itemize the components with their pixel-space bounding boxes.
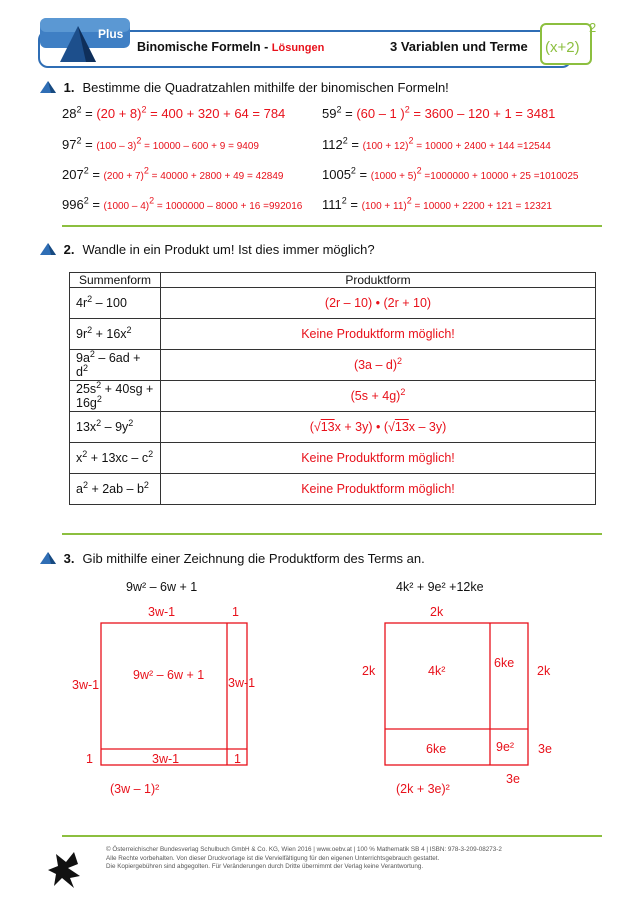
header-summenform: Summenform: [70, 273, 161, 288]
sum-cell: $x^2 + 13xc - c^2$: [70, 443, 161, 474]
table-header-row: [70, 273, 596, 288]
svg-text:(x+2): (x+2): [545, 39, 580, 56]
right-strip-label: 6ke: [494, 656, 515, 670]
table-row: [70, 288, 596, 319]
left-result: (3w – 1)²: [110, 782, 160, 796]
right-bottom-side-label: 3e: [538, 742, 552, 756]
table-row: [70, 474, 596, 505]
left-side-label: 3w-1: [72, 678, 100, 692]
left-top-right-label: 1: [232, 605, 239, 619]
right-inner-label: 4k²: [428, 664, 446, 678]
equation-right-0: $59^2 = (60 - 1$ )$^2$ = 3600 – 120 + 1 = 3481: [322, 104, 556, 121]
plus-logo: [40, 18, 130, 64]
triangle-icon: [40, 243, 56, 255]
svg-text:Plus: Plus: [98, 27, 124, 41]
equation-right-2: $1005^2 = (1000 + 5)^2 =1000000 + 10000 + 25 =1010025$: [322, 165, 579, 182]
product-cell: (3a – d)$^2$: [161, 350, 596, 381]
product-cell: (2r – 10) • (2r + 10): [161, 288, 596, 319]
equation-left-0: $28^2 = (20 + 8)^2 = 400 + 320 + 64 = 784$: [62, 104, 286, 121]
sum-cell: $25s^2 + 40sg + 16g^2$: [70, 381, 161, 412]
product-cell: Keine Produktform möglich!: [161, 319, 596, 350]
sum-cell: $9r^2 + 16x^2$: [70, 319, 161, 350]
separator-1: [62, 225, 602, 227]
equation-left-3: $996^2 = (1000 - 4)^2 = 1000000 - 8000 + 16 =992016$: [62, 195, 303, 212]
left-bottom-label: 3w-1: [152, 752, 180, 766]
left-bottom-side-label: 1: [86, 752, 93, 766]
product-cell: Keine Produktform möglich!: [161, 474, 596, 505]
chapter-title: 3 Variablen und Terme: [390, 39, 528, 54]
worksheet-subtitle: Lösungen: [271, 42, 325, 54]
sum-cell: $4r^2 - 100$: [70, 288, 161, 319]
product-cell: $(5s + 4g)^2$: [161, 381, 596, 412]
footer-text: [106, 846, 606, 872]
left-strip-label: 3w-1: [228, 676, 256, 690]
right-top-label: 2k: [430, 605, 444, 619]
left-top-label: 3w-1: [148, 605, 176, 619]
triangle-icon: [40, 552, 56, 564]
left-inner-label: 9w² – 6w + 1: [133, 668, 205, 682]
table-row: [70, 381, 596, 412]
table-row: [70, 412, 596, 443]
right-under-label: 3e: [506, 772, 520, 786]
worksheet-title: Binomische Formeln - Lösungen: [137, 40, 325, 54]
footer-line-1: © Österreichischer Bundesverlag Schulbuch GmbH & Co. KG, Wien 2016 | www.oebv.at | 100 % Mathematik SB 4 | ISBN: 978-3-209-08273-2: [106, 846, 502, 853]
sum-cell: $9a^2 - 6ad + d^2$: [70, 350, 161, 381]
right-result: (2k + 3e)²: [396, 782, 450, 796]
table-row: [70, 319, 596, 350]
left-corner-label: 1: [234, 752, 241, 766]
product-cell: (√13x + 3y) • (√13x – 3y): [161, 412, 596, 443]
table-row: [70, 443, 596, 474]
publisher-logo: [46, 850, 84, 890]
right-bottom-label: 6ke: [426, 742, 447, 756]
right-corner-label: 9e²: [496, 740, 515, 754]
header-produktform: Produktform: [161, 273, 596, 288]
table-row: [70, 350, 596, 381]
formula-badge: [537, 18, 601, 66]
equation-right-1: $112^2 = (100 + 12)^2 = 10000 + 2400 + 144 =12544$: [322, 135, 551, 152]
sum-cell: $13x^2 - 9y^2$: [70, 412, 161, 443]
separator-3: [62, 835, 602, 837]
task2-heading: 2. Wandle in ein Produkt um! Ist dies immer möglich?: [40, 242, 375, 257]
task1-heading: 1. Bestimme die Quadratzahlen mithilfe der binomischen Formeln!: [40, 80, 449, 95]
svg-text:2: 2: [589, 20, 597, 35]
triangle-icon: [40, 81, 56, 93]
left-square-diagram: [100, 620, 250, 770]
footer-line-2: Alle Rechte vorbehalten. Von dieser Druckvorlage ist die Vervielfältigung für den eigenen Unterrichtsgebrauch gestattet.: [106, 854, 440, 862]
sum-cell: $a^2 + 2ab - b^2$: [70, 474, 161, 505]
left-term: 9w² – 6w + 1: [126, 580, 198, 594]
right-term: 4k² + 9e² +12ke: [396, 580, 484, 594]
equation-left-2: $207^2 = (200 + 7)^2 = 40000 + 2800 + 49 = 42849$: [62, 165, 284, 182]
right-left-side-label: 2k: [362, 664, 376, 678]
equation-left-1: $97^2 = (100 - 3)^2 = 10000 - 600 + 9 = 9409$: [62, 135, 259, 152]
right-right-side-label: 2k: [537, 664, 551, 678]
separator-2: [62, 533, 602, 535]
task3-heading: 3. Gib mithilfe einer Zeichnung die Produktform des Terms an.: [40, 551, 425, 566]
footer-line-3: Die Kopiergebühren sind abgegolten. Für Veränderungen durch Dritte übernimmt der Verlag keine Verantwortung.: [106, 863, 424, 870]
product-cell: Keine Produktform möglich!: [161, 443, 596, 474]
equation-right-3: $111^2 = (100 + 11)^2 = 10000 + 2200 + 121 = 12321$: [322, 195, 552, 212]
sum-product-table: [69, 272, 596, 505]
